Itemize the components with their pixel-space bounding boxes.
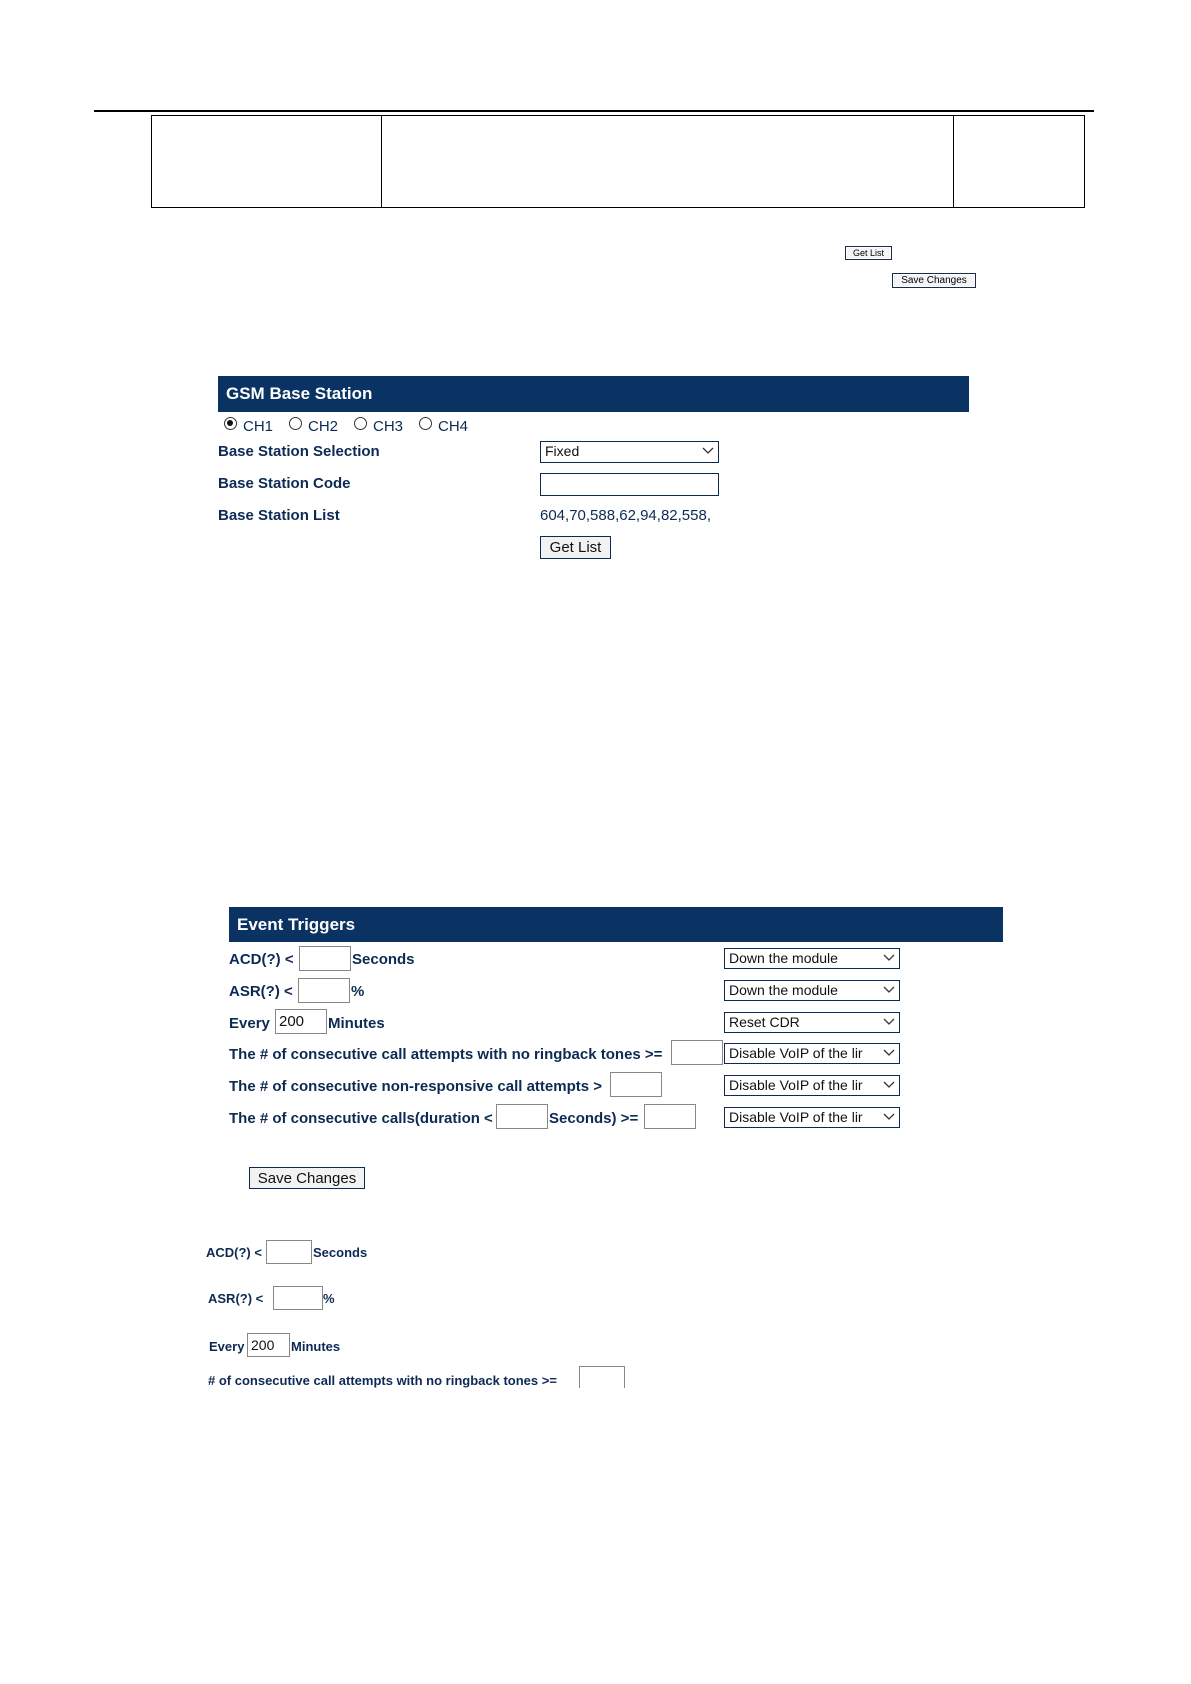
save-changes-button-small[interactable]: Save Changes xyxy=(892,273,976,288)
duration-action-dropdown[interactable] xyxy=(724,1107,900,1128)
asr-input[interactable] xyxy=(298,978,350,1003)
save-changes-button[interactable]: Save Changes xyxy=(249,1167,365,1189)
every-action-dropdown[interactable] xyxy=(724,1012,900,1033)
get-list-button[interactable]: Get List xyxy=(540,536,611,559)
base-station-selection-dropdown[interactable] xyxy=(540,441,719,463)
chevron-down-icon xyxy=(883,1081,895,1089)
base-station-code-input[interactable] xyxy=(540,473,719,496)
every-input[interactable] xyxy=(275,1009,327,1034)
header-rule xyxy=(94,110,1094,112)
acd-input[interactable] xyxy=(299,946,351,971)
acd-action-dropdown[interactable] xyxy=(724,948,900,969)
duration-seconds-input[interactable] xyxy=(496,1104,548,1129)
every-unit: Minutes xyxy=(328,1015,385,1032)
non-responsive-action-value: Disable VoIP of the lir xyxy=(729,1077,863,1093)
zoom-no-ringback-input xyxy=(579,1366,625,1388)
asr-action-dropdown[interactable] xyxy=(724,980,900,1001)
top-table xyxy=(151,115,1085,208)
base-station-list-label: Base Station List xyxy=(218,507,340,524)
gsm-panel-title: GSM Base Station xyxy=(218,376,969,412)
channel-radio-ch1[interactable] xyxy=(224,417,237,430)
channel-label-ch4: CH4 xyxy=(438,418,469,435)
non-responsive-input[interactable] xyxy=(610,1072,662,1097)
non-responsive-label: The # of consecutive non-responsive call attempts > xyxy=(229,1078,603,1095)
acd-label: ACD(?) < xyxy=(229,951,294,968)
zoom-acd-unit: Seconds xyxy=(313,1245,368,1260)
channel-radio-ch4[interactable] xyxy=(419,417,432,430)
every-label: Every xyxy=(229,1015,270,1032)
no-ringback-input[interactable] xyxy=(671,1040,723,1065)
base-station-list-value: 604,70,588,62,94,82,558, xyxy=(540,507,711,524)
no-ringback-action-value: Disable VoIP of the lir xyxy=(729,1045,863,1061)
top-table-cell xyxy=(954,116,1085,208)
no-ringback-action-dropdown[interactable] xyxy=(724,1043,900,1064)
channel-label-ch1: CH1 xyxy=(243,418,274,435)
base-station-code-label: Base Station Code xyxy=(218,475,351,492)
every-action-value: Reset CDR xyxy=(729,1014,800,1030)
duration-count-input[interactable] xyxy=(644,1104,696,1129)
non-responsive-action-dropdown[interactable] xyxy=(724,1075,900,1096)
channel-radio-ch3[interactable] xyxy=(354,417,367,430)
chevron-down-icon xyxy=(702,447,714,455)
asr-unit: % xyxy=(351,983,365,1000)
zoom-asr-label: ASR(?) < xyxy=(208,1291,264,1306)
chevron-down-icon xyxy=(883,954,895,962)
channel-label-ch2: CH2 xyxy=(308,418,339,435)
zoom-acd-label: ACD(?) < xyxy=(206,1245,262,1260)
base-station-selection-value: Fixed xyxy=(545,443,580,459)
zoom-asr-unit: % xyxy=(323,1291,335,1306)
zoom-every-input: 200 xyxy=(247,1333,290,1357)
duration-label: The # of consecutive calls(duration < xyxy=(229,1110,493,1127)
duration-action-value: Disable VoIP of the lir xyxy=(729,1109,863,1125)
duration-mid-label: Seconds) >= xyxy=(549,1110,639,1127)
zoom-acd-input xyxy=(266,1240,312,1264)
event-triggers-title: Event Triggers xyxy=(229,907,1003,942)
chevron-down-icon xyxy=(883,986,895,994)
zoom-no-ringback-label: # of consecutive call attempts with no ringback tones >= xyxy=(208,1373,557,1388)
chevron-down-icon xyxy=(883,1049,895,1057)
zoom-asr-input xyxy=(273,1286,323,1310)
get-list-button-small[interactable]: Get List xyxy=(845,246,892,260)
asr-action-value: Down the module xyxy=(729,982,838,998)
base-station-selection-label: Base Station Selection xyxy=(218,443,380,460)
channel-radio-ch2[interactable] xyxy=(289,417,302,430)
channel-label-ch3: CH3 xyxy=(373,418,404,435)
acd-action-value: Down the module xyxy=(729,950,838,966)
asr-label: ASR(?) < xyxy=(229,983,293,1000)
acd-unit: Seconds xyxy=(352,951,415,968)
chevron-down-icon xyxy=(883,1018,895,1026)
zoom-every-unit: Minutes xyxy=(291,1339,341,1354)
chevron-down-icon xyxy=(883,1113,895,1121)
top-table-cell xyxy=(381,116,954,208)
top-table-cell xyxy=(152,116,382,208)
zoom-every-label: Every xyxy=(209,1339,245,1354)
no-ringback-label: The # of consecutive call attempts with no ringback tones >= xyxy=(229,1046,663,1063)
